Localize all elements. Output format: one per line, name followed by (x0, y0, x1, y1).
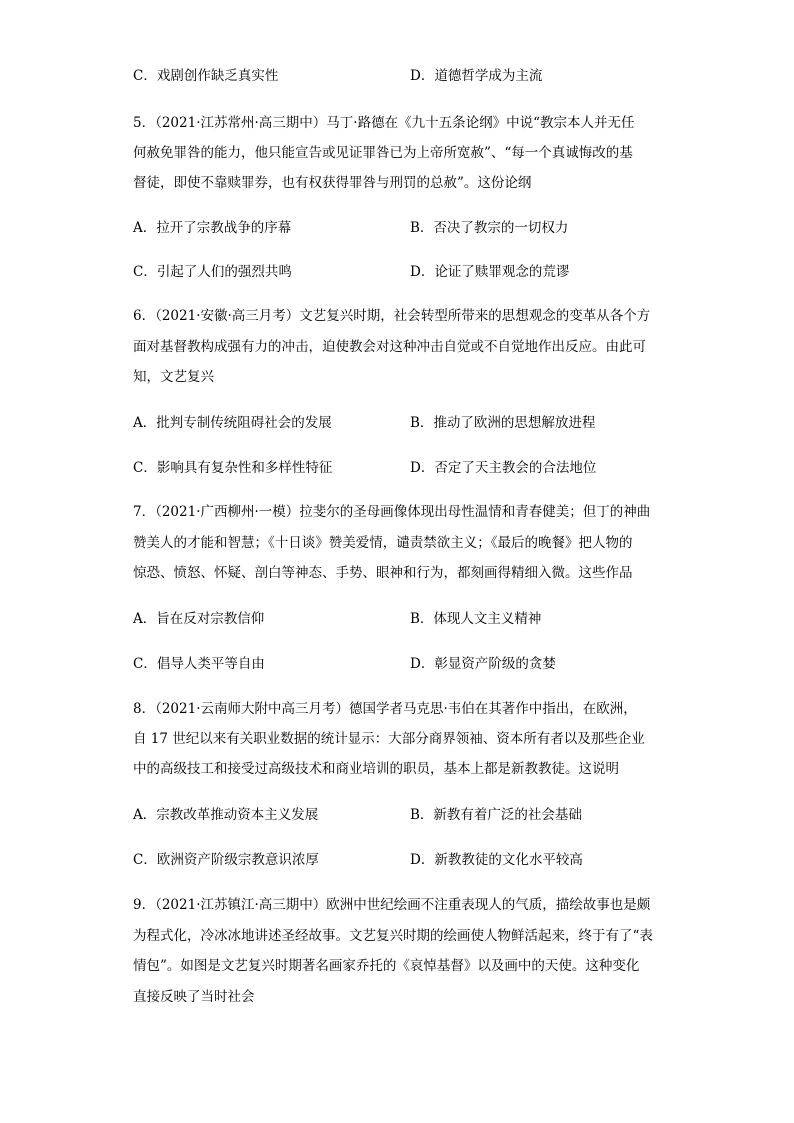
q8-stem-line-3: 中的高级技工和接受过高级技术和商业培训的职员，基本上都是新教教徒。这说明 (133, 761, 619, 777)
q4-option-c: C．戏剧创作缺乏真实性 (133, 68, 279, 84)
q6-option-d: D．否定了天主教会的合法地位 (410, 460, 597, 476)
q6-stem-line-3: 知，文艺复兴 (133, 369, 214, 385)
q7-option-b: B．体现人文主义精神 (410, 611, 542, 627)
q6-stem-line-1: 6．（2021·安徽·高三月考）文艺复兴时期，社会转型所带来的思想观念的变革从各个方 (133, 308, 651, 324)
q5-option-b: B．否决了教宗的一切权力 (410, 220, 569, 236)
q5-stem-line-2: 何赦免罪咎的能力，他只能宣告或见证罪咎已为上帝所宽赦”、“每一个真诚悔改的基 (133, 145, 633, 161)
q8-stem-line-2: 自 17 世纪以来有关职业数据的统计显示：大部分商界领袖、资本所有者以及那些企业 (133, 731, 645, 747)
q7-stem-line-2: 赞美人的才能和智慧；《十日谈》赞美爱情，谴责禁欲主义；《最后的晚餐》把人物的 (133, 535, 633, 551)
q9-stem-line-4: 直接反映了当时社会 (133, 989, 255, 1005)
q7-option-c: C．倡导人类平等自由 (133, 656, 265, 672)
q5-option-a: A．拉开了宗教战争的序幕 (133, 220, 292, 236)
q8-option-b: B．新教有着广泛的社会基础 (410, 807, 582, 823)
q8-option-a: A．宗教改革推动资本主义发展 (133, 807, 319, 823)
q5-stem-line-1: 5．（2021·江苏常州·高三期中）马丁·路德在《九十五条论纲》中说“教宗本人并无任 (133, 115, 635, 131)
q5-option-d: D．论证了赎罪观念的荒谬 (410, 264, 570, 280)
q7-stem-line-1: 7．（2021·广西柳州·一模）拉斐尔的圣母画像体现出母性温情和青春健美；但丁的神曲 (133, 504, 651, 520)
q6-option-c: C．影响具有复杂性和多样性特征 (133, 460, 333, 476)
q6-option-b: B．推动了欧洲的思想解放进程 (410, 415, 596, 431)
q6-option-a: A．批判专制传统阻碍社会的发展 (133, 415, 332, 431)
q5-stem-line-3: 督徒，即使不靠赎罪券，也有权获得罪咎与刑罚的总赦”。这份论纲 (133, 175, 532, 191)
q7-option-d: D．彰显资产阶级的贪婪 (410, 656, 556, 672)
q7-option-a: A．旨在反对宗教信仰 (133, 611, 265, 627)
q6-stem-line-2: 面对基督教构成强有力的冲击，迫使教会对这种冲击自觉或不自觉地作出反应。由此可 (133, 339, 646, 355)
q9-stem-line-3: 情包”。如图是文艺复兴时期著名画家乔托的《哀悼基督》以及画中的天使。这种变化 (133, 958, 640, 974)
q8-stem-line-1: 8．（2021·云南师大附中高三月考）德国学者马克思·韦伯在其著作中指出，在欧洲， (133, 701, 637, 717)
q4-option-d: D．道德哲学成为主流 (410, 68, 543, 84)
q9-stem-line-1: 9．（2021·江苏镇江·高三期中）欧洲中世纪绘画不注重表现人的气质，描绘故事也是颇 (133, 897, 651, 913)
q8-option-c: C．欧洲资产阶级宗教意识浓厚 (133, 852, 319, 868)
q5-option-c: C．引起了人们的强烈共鸣 (133, 264, 292, 280)
q9-stem-line-2: 为程式化，冷冰冰地讲述圣经故事。文艺复兴时期的绘画使人物鲜活起来，终于有了“表 (133, 928, 653, 944)
q7-stem-line-3: 惊恐、愤怒、怀疑、剖白等神态、手势、眼神和行为，都刻画得精细入微。这些作品 (133, 565, 633, 581)
q8-option-d: D．新教教徒的文化水平较高 (410, 852, 583, 868)
